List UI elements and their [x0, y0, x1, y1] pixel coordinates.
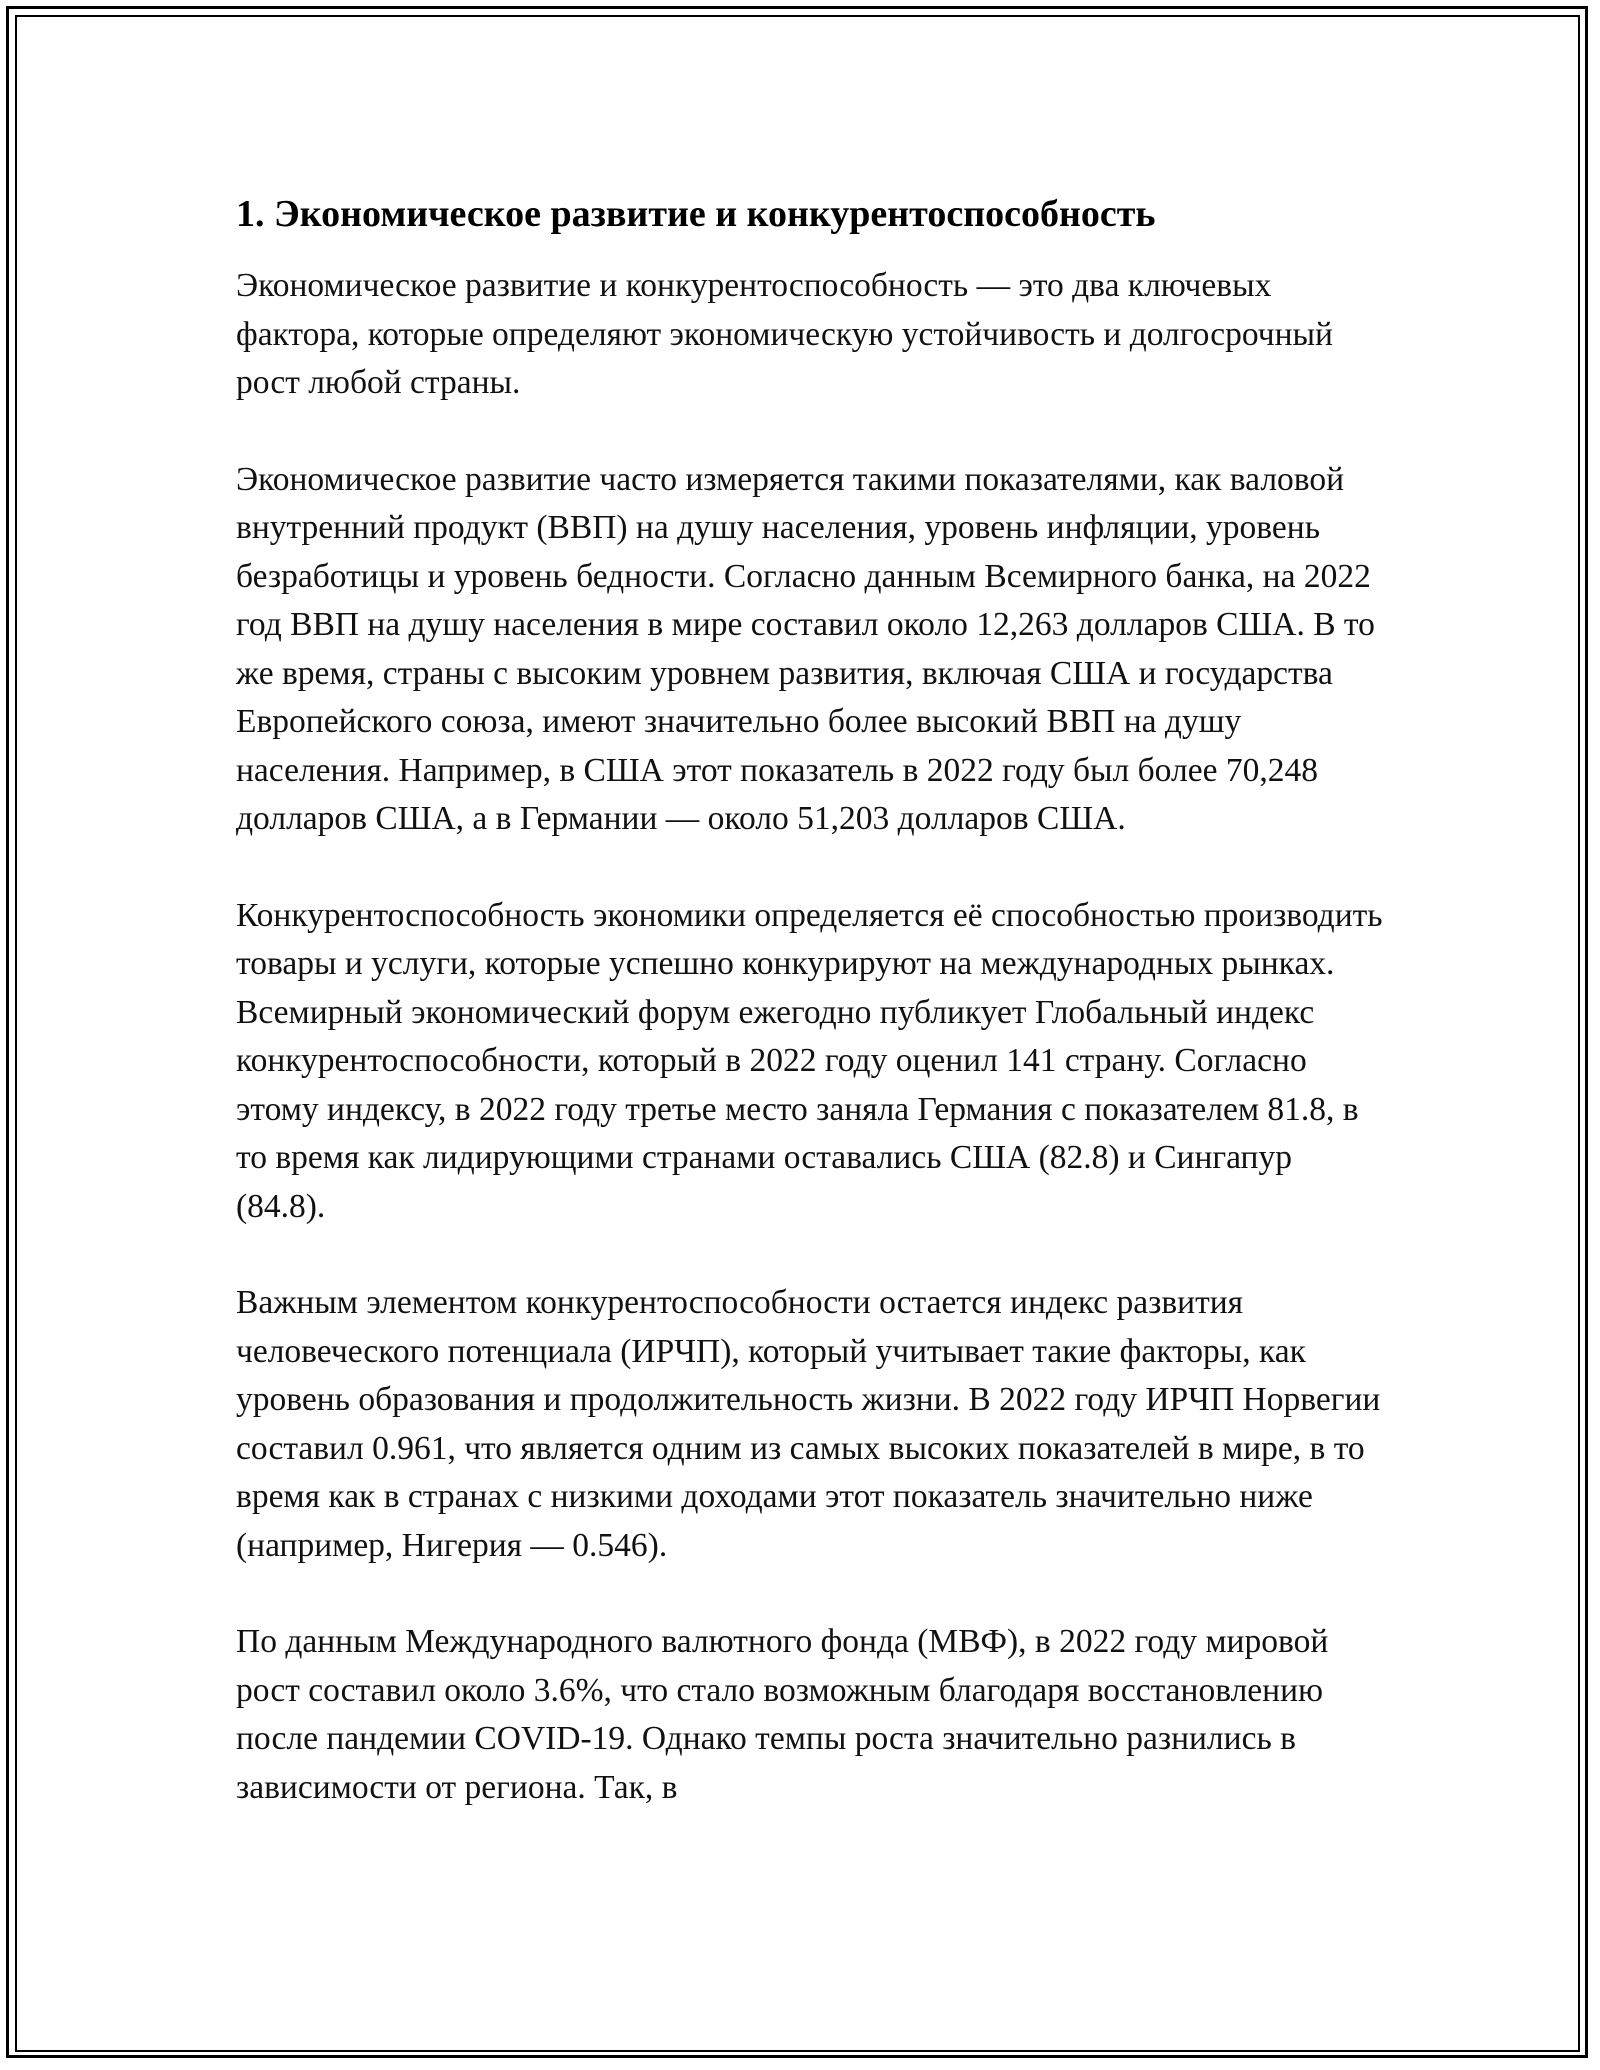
document-body: [236, 190, 1386, 1812]
paragraph-hdi: Важным элементом конкурентоспособности остается индекс развития человеческого потенциала (ИРЧП), который учитывает такие факторы, как уровень образования и продолжительность жизни. В 2022 году ИРЧП Норвегии составил 0.961, что является одним из самых высоких показателей в мире, в то время как в странах с низкими доходами этот показатель значительно ниже (например, Нигерия — 0.546).: [236, 1284, 1381, 1564]
paragraph-economic-development: Экономическое развитие часто измеряется такими показателями, как валовой внутренний продукт (ВВП) на душу населения, уровень инфляции, уровень безработицы и уровень бедности. Согласно данным Всемирного банка, на 2022 год ВВП на душу населения в мире составил около 12,263 долларов США. В то же время, страны с высоким уровнем развития, включая США и государства Европейского союза, имеют значительно более высокий ВВП на душу населения. Например, в США этот показатель в 2022 году был более 70,248 долларов США, а в Германии — около 51,203 долларов США.: [236, 460, 1375, 837]
section-title: 1. Экономическое развитие и конкурентоспособность: [236, 193, 1156, 235]
paragraph-intro: Экономическое развитие и конкурентоспособность — это два ключевых фактора, которые определяют экономическую устойчивость и долгосрочный рост любой страны.: [236, 267, 1333, 401]
paragraph-competitiveness: Конкурентоспособность экономики определяется её способностью производить товары и услуги, которые успешно конкурируют на международных рынках. Всемирный экономический форум ежегодно публикует Глобальный индекс конкурентоспособности, который в 2022 году оценил 141 страну. Согласно этому индексу, в 2022 году третье место заняла Германия с показателем 81.8, в то время как лидирующими странами оставались США (82.8) и Сингапур (84.8).: [236, 896, 1383, 1225]
paragraph-imf-growth: По данным Международного валютного фонда (МВФ), в 2022 году мировой рост составил около 3.6%, что стало возможным благодаря восстановлению после пандемии COVID-19. Однако темпы роста значительно разнились в зависимости от региона. Так, в: [236, 1623, 1329, 1806]
